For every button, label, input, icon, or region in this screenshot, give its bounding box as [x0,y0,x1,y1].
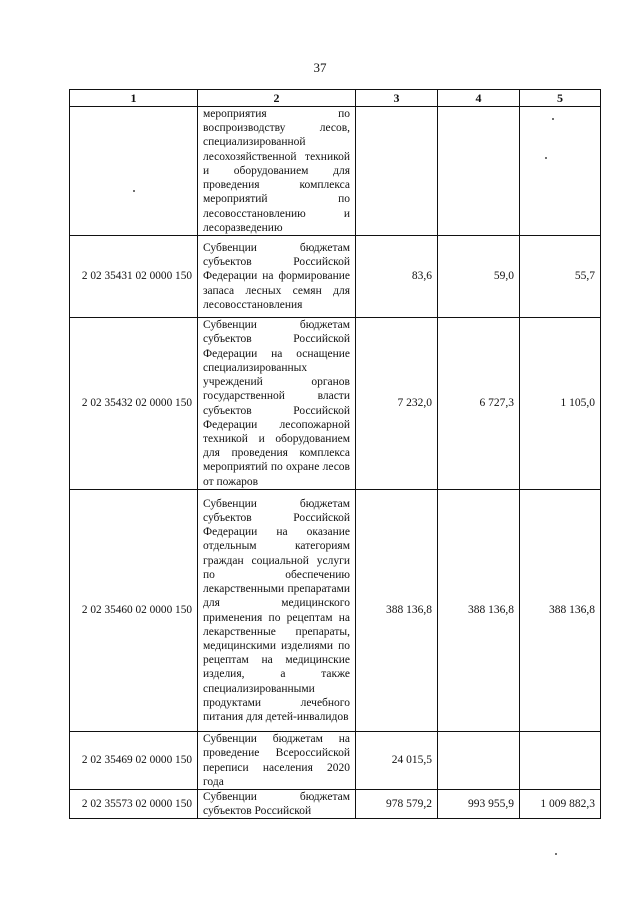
value-cell-col3: 83,6 [356,236,438,318]
column-header-2: 2 [198,90,356,107]
page-number: 37 [313,60,327,75]
value-cell-col5: 55,7 [520,236,601,318]
income-code-cell: 2 02 35431 02 0000 150 [70,236,198,318]
income-code-cell [70,107,198,236]
value-cell-col3: 978 579,2 [356,790,438,819]
value-cell-col5 [520,107,601,236]
description-text: Субвенции бюджетам субъектов Российской Федерации на оказание отдельным категориям граждан социальной услуги по обеспечению лекарственными препаратами для медицинского применения по рецептам на лекарственные препараты, медицинскими изделиями по рецептам на медицинские изделия, а также специализированными продуктами лечебного питания для детей-инвалидов [203,497,350,723]
income-code-cell: 2 02 35573 02 0000 150 [70,790,198,819]
table-row [70,490,601,732]
description-text: Субвенции бюджетам субъектов Российской [203,791,350,818]
description-text: мероприятия по воспроизводству лесов, специализированной лесохозяйственной техникой и оборудованием для проведения комплекса мероприятий по лесовосстановлению и лесоразведению [203,108,350,234]
value-cell-col5 [520,732,601,790]
value-cell-col5: 388 136,8 [520,490,601,732]
value-cell-col4: 993 955,9 [438,790,520,819]
income-code-cell: 2 02 35469 02 0000 150 [70,732,198,790]
income-code-cell: 2 02 35432 02 0000 150 [70,318,198,490]
table-row [70,107,601,236]
scan-speck [555,853,557,855]
income-code-cell: 2 02 35460 02 0000 150 [70,490,198,732]
value-cell-col4: 388 136,8 [438,490,520,732]
value-cell-col5: 1 105,0 [520,318,601,490]
description-text: Субвенции бюджетам на проведение Всероссийской переписи населения 2020 года [203,733,350,788]
value-cell-col3: 7 232,0 [356,318,438,490]
scan-speck [552,118,554,120]
table-header-row [70,90,601,107]
table-row [70,236,601,318]
description-cell [198,107,356,236]
value-cell-col5: 1 009 882,3 [520,790,601,819]
value-cell-col4 [438,107,520,236]
scan-speck [545,157,547,159]
description-cell [198,732,356,790]
value-cell-col4: 59,0 [438,236,520,318]
description-text: Субвенции бюджетам субъектов Российской Федерации на оснащение специализированных учреждений органов государственной власти субъектов Российской Федерации лесопожарной техникой и оборудованием для проведения комплекса мероприятий по охране лесов от пожаров [203,319,350,488]
value-cell-col3: 388 136,8 [356,490,438,732]
scan-speck [133,190,135,192]
column-header-4: 4 [438,90,520,107]
description-cell [198,236,356,318]
value-cell-col3 [356,107,438,236]
table-row [70,732,601,790]
description-cell [198,318,356,490]
column-header-3: 3 [356,90,438,107]
table-row [70,790,601,819]
column-header-1: 1 [70,90,198,107]
description-cell [198,790,356,819]
budget-table [69,89,601,819]
value-cell-col3: 24 015,5 [356,732,438,790]
table-row [70,318,601,490]
description-cell [198,490,356,732]
column-header-5: 5 [520,90,601,107]
description-text: Субвенции бюджетам субъектов Российской Федерации на формирование запаса лесных семян для лесовосстановления [203,241,350,311]
value-cell-col4 [438,732,520,790]
value-cell-col4: 6 727,3 [438,318,520,490]
